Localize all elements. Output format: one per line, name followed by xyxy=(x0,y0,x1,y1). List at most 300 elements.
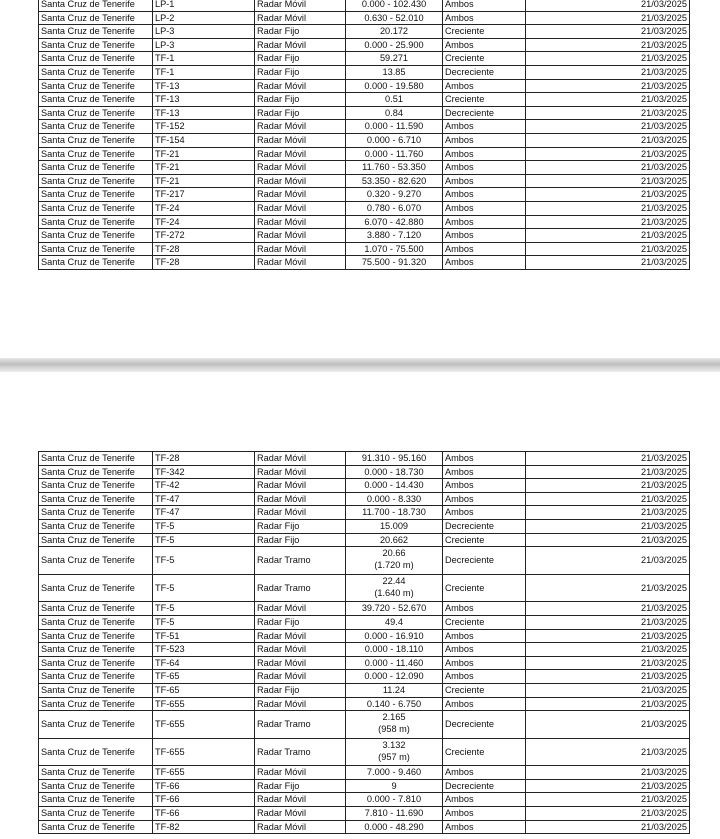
province-cell: Santa Cruz de Tenerife xyxy=(39,479,153,493)
table-row xyxy=(39,656,690,670)
radar-type-cell: Radar Fijo xyxy=(255,519,346,533)
date-cell: 21/03/2025 xyxy=(526,670,690,684)
radar-type-cell: Radar Tramo xyxy=(255,574,346,602)
kilometer-cell: 0.000 - 12.090 xyxy=(346,670,443,684)
province-cell: Santa Cruz de Tenerife xyxy=(39,615,153,629)
direction-cell: Creciente xyxy=(443,533,526,547)
road-cell: TF-1 xyxy=(153,65,255,79)
date-cell: 21/03/2025 xyxy=(526,242,690,256)
radar-type-cell: Radar Fijo xyxy=(255,93,346,107)
table-row xyxy=(39,106,690,120)
province-cell: Santa Cruz de Tenerife xyxy=(39,574,153,602)
road-cell: TF-1 xyxy=(153,52,255,66)
kilometer-cell: 20.172 xyxy=(346,25,443,39)
table-row xyxy=(39,615,690,629)
radar-type-cell: Radar Móvil xyxy=(255,120,346,134)
province-cell: Santa Cruz de Tenerife xyxy=(39,452,153,466)
radar-type-cell: Radar Fijo xyxy=(255,533,346,547)
kilometer-cell: 9 xyxy=(346,779,443,793)
road-cell: TF-13 xyxy=(153,79,255,93)
kilometer-cell: 0.000 - 16.910 xyxy=(346,629,443,643)
kilometer-cell: 11.760 - 53.350 xyxy=(346,161,443,175)
kilometer-cell: 3.880 - 7.120 xyxy=(346,229,443,243)
kilometer-cell: 0.000 - 19.580 xyxy=(346,79,443,93)
direction-cell: Ambos xyxy=(443,229,526,243)
kilometer-value: 3.132 xyxy=(382,739,406,750)
radar-type-cell: Radar Fijo xyxy=(255,52,346,66)
direction-cell: Ambos xyxy=(443,479,526,493)
province-cell: Santa Cruz de Tenerife xyxy=(39,147,153,161)
province-cell: Santa Cruz de Tenerife xyxy=(39,711,153,739)
kilometer-cell: 13.85 xyxy=(346,65,443,79)
direction-cell: Decreciente xyxy=(443,547,526,575)
road-cell: TF-21 xyxy=(153,147,255,161)
direction-cell: Ambos xyxy=(443,161,526,175)
date-cell: 21/03/2025 xyxy=(526,465,690,479)
province-cell: Santa Cruz de Tenerife xyxy=(39,256,153,270)
radar-type-cell: Radar Móvil xyxy=(255,602,346,616)
kilometer-cell: 0.000 - 11.590 xyxy=(346,120,443,134)
date-cell: 21/03/2025 xyxy=(526,615,690,629)
table-row xyxy=(39,38,690,52)
kilometer-cell: 75.500 - 91.320 xyxy=(346,256,443,270)
road-cell: TF-65 xyxy=(153,683,255,697)
road-cell: TF-655 xyxy=(153,738,255,766)
road-cell: TF-13 xyxy=(153,93,255,107)
province-cell: Santa Cruz de Tenerife xyxy=(39,533,153,547)
road-cell: LP-2 xyxy=(153,11,255,25)
kilometer-cell: 6.070 - 42.880 xyxy=(346,215,443,229)
date-cell: 21/03/2025 xyxy=(526,133,690,147)
section-length: (1.640 m) xyxy=(374,587,414,598)
date-cell: 21/03/2025 xyxy=(526,766,690,780)
table-row xyxy=(39,629,690,643)
table-row xyxy=(39,79,690,93)
radar-type-cell: Radar Móvil xyxy=(255,242,346,256)
date-cell: 21/03/2025 xyxy=(526,602,690,616)
table-row xyxy=(39,479,690,493)
kilometer-cell xyxy=(346,711,443,739)
radar-type-cell: Radar Móvil xyxy=(255,629,346,643)
table-row xyxy=(39,547,690,575)
direction-cell: Ambos xyxy=(443,242,526,256)
date-cell: 21/03/2025 xyxy=(526,574,690,602)
radar-type-cell: Radar Móvil xyxy=(255,133,346,147)
road-cell: TF-28 xyxy=(153,256,255,270)
province-cell: Santa Cruz de Tenerife xyxy=(39,492,153,506)
table-row xyxy=(39,229,690,243)
direction-cell: Decreciente xyxy=(443,65,526,79)
table-row xyxy=(39,711,690,739)
kilometer-cell: 0.000 - 18.110 xyxy=(346,643,443,657)
radar-type-cell: Radar Fijo xyxy=(255,683,346,697)
direction-cell: Creciente xyxy=(443,25,526,39)
date-cell: 21/03/2025 xyxy=(526,643,690,657)
road-cell: LP-3 xyxy=(153,38,255,52)
table-row xyxy=(39,11,690,25)
direction-cell: Ambos xyxy=(443,807,526,821)
province-cell: Santa Cruz de Tenerife xyxy=(39,807,153,821)
province-cell: Santa Cruz de Tenerife xyxy=(39,656,153,670)
direction-cell: Creciente xyxy=(443,683,526,697)
table-row xyxy=(39,766,690,780)
table-row xyxy=(39,683,690,697)
direction-cell: Ambos xyxy=(443,602,526,616)
date-cell: 21/03/2025 xyxy=(526,120,690,134)
radar-type-cell: Radar Móvil xyxy=(255,506,346,520)
radar-type-cell: Radar Móvil xyxy=(255,807,346,821)
table-row xyxy=(39,52,690,66)
date-cell: 21/03/2025 xyxy=(526,492,690,506)
table-row xyxy=(39,465,690,479)
direction-cell: Creciente xyxy=(443,574,526,602)
radar-type-cell: Radar Móvil xyxy=(255,229,346,243)
table-row xyxy=(39,602,690,616)
radar-type-cell: Radar Móvil xyxy=(255,11,346,25)
road-cell: TF-51 xyxy=(153,629,255,643)
kilometer-cell: 11.24 xyxy=(346,683,443,697)
direction-cell: Ambos xyxy=(443,793,526,807)
radar-type-cell: Radar Móvil xyxy=(255,465,346,479)
province-cell: Santa Cruz de Tenerife xyxy=(39,820,153,834)
kilometer-cell: 0.630 - 52.010 xyxy=(346,11,443,25)
kilometer-cell: 0.780 - 6.070 xyxy=(346,201,443,215)
road-cell: LP-3 xyxy=(153,25,255,39)
radar-type-cell: Radar Móvil xyxy=(255,201,346,215)
road-cell: TF-342 xyxy=(153,465,255,479)
road-cell: TF-5 xyxy=(153,533,255,547)
province-cell: Santa Cruz de Tenerife xyxy=(39,242,153,256)
radar-type-cell: Radar Móvil xyxy=(255,256,346,270)
radar-type-cell: Radar Fijo xyxy=(255,65,346,79)
direction-cell: Creciente xyxy=(443,52,526,66)
date-cell: 21/03/2025 xyxy=(526,188,690,202)
direction-cell: Ambos xyxy=(443,79,526,93)
direction-cell: Creciente xyxy=(443,738,526,766)
table-row xyxy=(39,697,690,711)
date-cell: 21/03/2025 xyxy=(526,779,690,793)
date-cell: 21/03/2025 xyxy=(526,161,690,175)
table-row xyxy=(39,793,690,807)
table-row xyxy=(39,93,690,107)
province-cell: Santa Cruz de Tenerife xyxy=(39,229,153,243)
radar-type-cell: Radar Móvil xyxy=(255,188,346,202)
document-page-2 xyxy=(0,372,720,839)
radar-type-cell: Radar Fijo xyxy=(255,615,346,629)
road-cell: TF-152 xyxy=(153,120,255,134)
date-cell: 21/03/2025 xyxy=(526,174,690,188)
road-cell: TF-66 xyxy=(153,807,255,821)
road-cell: TF-523 xyxy=(153,643,255,657)
road-cell: TF-66 xyxy=(153,793,255,807)
table-row xyxy=(39,820,690,834)
radar-type-cell: Radar Fijo xyxy=(255,106,346,120)
road-cell: TF-655 xyxy=(153,697,255,711)
province-cell: Santa Cruz de Tenerife xyxy=(39,11,153,25)
province-cell: Santa Cruz de Tenerife xyxy=(39,201,153,215)
date-cell: 21/03/2025 xyxy=(526,533,690,547)
date-cell: 21/03/2025 xyxy=(526,93,690,107)
kilometer-cell: 0.000 - 102.430 xyxy=(346,0,443,11)
date-cell: 21/03/2025 xyxy=(526,79,690,93)
date-cell: 21/03/2025 xyxy=(526,683,690,697)
date-cell: 21/03/2025 xyxy=(526,629,690,643)
direction-cell: Ambos xyxy=(443,256,526,270)
direction-cell: Ambos xyxy=(443,215,526,229)
date-cell: 21/03/2025 xyxy=(526,820,690,834)
date-cell: 21/03/2025 xyxy=(526,452,690,466)
kilometer-cell: 7.000 - 9.460 xyxy=(346,766,443,780)
province-cell: Santa Cruz de Tenerife xyxy=(39,106,153,120)
table-row xyxy=(39,65,690,79)
kilometer-value: 2.165 xyxy=(382,712,406,723)
province-cell: Santa Cruz de Tenerife xyxy=(39,38,153,52)
radar-type-cell: Radar Móvil xyxy=(255,479,346,493)
province-cell: Santa Cruz de Tenerife xyxy=(39,174,153,188)
province-cell: Santa Cruz de Tenerife xyxy=(39,643,153,657)
kilometer-cell xyxy=(346,547,443,575)
kilometer-cell: 0.000 - 11.460 xyxy=(346,656,443,670)
province-cell: Santa Cruz de Tenerife xyxy=(39,65,153,79)
radar-type-cell: Radar Móvil xyxy=(255,161,346,175)
radar-type-cell: Radar Móvil xyxy=(255,79,346,93)
road-cell: TF-5 xyxy=(153,519,255,533)
province-cell: Santa Cruz de Tenerife xyxy=(39,0,153,11)
province-cell: Santa Cruz de Tenerife xyxy=(39,697,153,711)
table-row xyxy=(39,215,690,229)
radar-type-cell: Radar Móvil xyxy=(255,492,346,506)
date-cell: 21/03/2025 xyxy=(526,793,690,807)
document-page-1 xyxy=(0,0,720,358)
table-row xyxy=(39,519,690,533)
direction-cell: Decreciente xyxy=(443,711,526,739)
section-length: (958 m) xyxy=(378,724,410,735)
radar-type-cell: Radar Móvil xyxy=(255,766,346,780)
kilometer-cell xyxy=(346,574,443,602)
section-length: (957 m) xyxy=(378,751,410,762)
province-cell: Santa Cruz de Tenerife xyxy=(39,547,153,575)
road-cell: TF-42 xyxy=(153,479,255,493)
kilometer-cell: 0.140 - 6.750 xyxy=(346,697,443,711)
radar-type-cell: Radar Móvil xyxy=(255,656,346,670)
radar-type-cell: Radar Móvil xyxy=(255,0,346,11)
province-cell: Santa Cruz de Tenerife xyxy=(39,133,153,147)
direction-cell: Decreciente xyxy=(443,519,526,533)
table-row xyxy=(39,779,690,793)
road-cell: TF-47 xyxy=(153,506,255,520)
road-cell: TF-5 xyxy=(153,602,255,616)
table-row xyxy=(39,452,690,466)
kilometer-cell: 15.009 xyxy=(346,519,443,533)
table-row xyxy=(39,533,690,547)
province-cell: Santa Cruz de Tenerife xyxy=(39,670,153,684)
direction-cell: Ambos xyxy=(443,38,526,52)
date-cell: 21/03/2025 xyxy=(526,807,690,821)
kilometer-cell: 0.84 xyxy=(346,106,443,120)
radar-table-page-2 xyxy=(38,451,690,834)
radar-type-cell: Radar Fijo xyxy=(255,25,346,39)
date-cell: 21/03/2025 xyxy=(526,0,690,11)
direction-cell: Ambos xyxy=(443,820,526,834)
direction-cell: Ambos xyxy=(443,120,526,134)
direction-cell: Ambos xyxy=(443,133,526,147)
date-cell: 21/03/2025 xyxy=(526,229,690,243)
direction-cell: Ambos xyxy=(443,697,526,711)
direction-cell: Creciente xyxy=(443,615,526,629)
date-cell: 21/03/2025 xyxy=(526,147,690,161)
province-cell: Santa Cruz de Tenerife xyxy=(39,793,153,807)
table-row xyxy=(39,133,690,147)
road-cell: TF-5 xyxy=(153,574,255,602)
direction-cell: Ambos xyxy=(443,629,526,643)
kilometer-cell: 0.000 - 6.710 xyxy=(346,133,443,147)
road-cell: TF-65 xyxy=(153,670,255,684)
province-cell: Santa Cruz de Tenerife xyxy=(39,683,153,697)
road-cell: TF-154 xyxy=(153,133,255,147)
table-row xyxy=(39,161,690,175)
province-cell: Santa Cruz de Tenerife xyxy=(39,161,153,175)
road-cell: TF-64 xyxy=(153,656,255,670)
kilometer-cell: 39.720 - 52.670 xyxy=(346,602,443,616)
direction-cell: Ambos xyxy=(443,147,526,161)
kilometer-cell: 53.350 - 82.620 xyxy=(346,174,443,188)
province-cell: Santa Cruz de Tenerife xyxy=(39,120,153,134)
date-cell: 21/03/2025 xyxy=(526,711,690,739)
radar-type-cell: Radar Móvil xyxy=(255,643,346,657)
kilometer-cell: 7.810 - 11.690 xyxy=(346,807,443,821)
province-cell: Santa Cruz de Tenerife xyxy=(39,779,153,793)
table-row xyxy=(39,256,690,270)
province-cell: Santa Cruz de Tenerife xyxy=(39,506,153,520)
province-cell: Santa Cruz de Tenerife xyxy=(39,93,153,107)
date-cell: 21/03/2025 xyxy=(526,697,690,711)
road-cell: TF-66 xyxy=(153,779,255,793)
table-row xyxy=(39,188,690,202)
date-cell: 21/03/2025 xyxy=(526,656,690,670)
table-row xyxy=(39,242,690,256)
kilometer-cell: 0.000 - 11.760 xyxy=(346,147,443,161)
kilometer-cell: 0.51 xyxy=(346,93,443,107)
radar-type-cell: Radar Tramo xyxy=(255,711,346,739)
province-cell: Santa Cruz de Tenerife xyxy=(39,79,153,93)
kilometer-value: 22.44 xyxy=(382,575,406,586)
road-cell: TF-21 xyxy=(153,161,255,175)
direction-cell: Creciente xyxy=(443,93,526,107)
road-cell: TF-24 xyxy=(153,215,255,229)
kilometer-cell: 0.000 - 8.330 xyxy=(346,492,443,506)
table-row xyxy=(39,807,690,821)
province-cell: Santa Cruz de Tenerife xyxy=(39,25,153,39)
province-cell: Santa Cruz de Tenerife xyxy=(39,766,153,780)
radar-type-cell: Radar Tramo xyxy=(255,547,346,575)
province-cell: Santa Cruz de Tenerife xyxy=(39,519,153,533)
road-cell: TF-21 xyxy=(153,174,255,188)
radar-table-page-1 xyxy=(38,0,690,270)
province-cell: Santa Cruz de Tenerife xyxy=(39,52,153,66)
road-cell: TF-655 xyxy=(153,766,255,780)
date-cell: 21/03/2025 xyxy=(526,65,690,79)
date-cell: 21/03/2025 xyxy=(526,11,690,25)
radar-type-cell: Radar Móvil xyxy=(255,697,346,711)
table-row xyxy=(39,25,690,39)
date-cell: 21/03/2025 xyxy=(526,738,690,766)
road-cell: TF-24 xyxy=(153,201,255,215)
radar-type-cell: Radar Fijo xyxy=(255,779,346,793)
direction-cell: Ambos xyxy=(443,492,526,506)
road-cell: LP-1 xyxy=(153,0,255,11)
road-cell: TF-5 xyxy=(153,615,255,629)
kilometer-cell: 11.700 - 18.730 xyxy=(346,506,443,520)
date-cell: 21/03/2025 xyxy=(526,506,690,520)
page-separator xyxy=(0,358,720,372)
direction-cell: Ambos xyxy=(443,174,526,188)
province-cell: Santa Cruz de Tenerife xyxy=(39,602,153,616)
table-row xyxy=(39,738,690,766)
section-length: (1.720 m) xyxy=(374,560,414,571)
date-cell: 21/03/2025 xyxy=(526,215,690,229)
direction-cell: Decreciente xyxy=(443,106,526,120)
kilometer-cell: 0.000 - 48.290 xyxy=(346,820,443,834)
table-row xyxy=(39,201,690,215)
province-cell: Santa Cruz de Tenerife xyxy=(39,465,153,479)
table-row xyxy=(39,147,690,161)
radar-type-cell: Radar Móvil xyxy=(255,215,346,229)
radar-type-cell: Radar Móvil xyxy=(255,147,346,161)
table-row xyxy=(39,574,690,602)
date-cell: 21/03/2025 xyxy=(526,256,690,270)
radar-type-cell: Radar Móvil xyxy=(255,174,346,188)
direction-cell: Ambos xyxy=(443,766,526,780)
radar-type-cell: Radar Móvil xyxy=(255,670,346,684)
kilometer-cell: 20.662 xyxy=(346,533,443,547)
radar-type-cell: Radar Móvil xyxy=(255,38,346,52)
table-row xyxy=(39,174,690,188)
direction-cell: Ambos xyxy=(443,452,526,466)
kilometer-value: 20.66 xyxy=(382,548,406,559)
table-row xyxy=(39,0,690,11)
kilometer-cell: 59.271 xyxy=(346,52,443,66)
direction-cell: Ambos xyxy=(443,201,526,215)
kilometer-cell: 0.000 - 14.430 xyxy=(346,479,443,493)
table-row xyxy=(39,492,690,506)
kilometer-cell: 0.320 - 9.270 xyxy=(346,188,443,202)
road-cell: TF-217 xyxy=(153,188,255,202)
radar-type-cell: Radar Tramo xyxy=(255,738,346,766)
direction-cell: Decreciente xyxy=(443,779,526,793)
road-cell: TF-13 xyxy=(153,106,255,120)
road-cell: TF-28 xyxy=(153,242,255,256)
radar-table-body xyxy=(39,452,690,834)
kilometer-cell xyxy=(346,738,443,766)
date-cell: 21/03/2025 xyxy=(526,52,690,66)
table-row xyxy=(39,506,690,520)
province-cell: Santa Cruz de Tenerife xyxy=(39,215,153,229)
date-cell: 21/03/2025 xyxy=(526,25,690,39)
road-cell: TF-28 xyxy=(153,452,255,466)
date-cell: 21/03/2025 xyxy=(526,106,690,120)
table-row xyxy=(39,670,690,684)
road-cell: TF-272 xyxy=(153,229,255,243)
direction-cell: Ambos xyxy=(443,506,526,520)
date-cell: 21/03/2025 xyxy=(526,479,690,493)
province-cell: Santa Cruz de Tenerife xyxy=(39,629,153,643)
road-cell: TF-82 xyxy=(153,820,255,834)
road-cell: TF-47 xyxy=(153,492,255,506)
province-cell: Santa Cruz de Tenerife xyxy=(39,738,153,766)
date-cell: 21/03/2025 xyxy=(526,547,690,575)
direction-cell: Ambos xyxy=(443,188,526,202)
road-cell: TF-655 xyxy=(153,711,255,739)
